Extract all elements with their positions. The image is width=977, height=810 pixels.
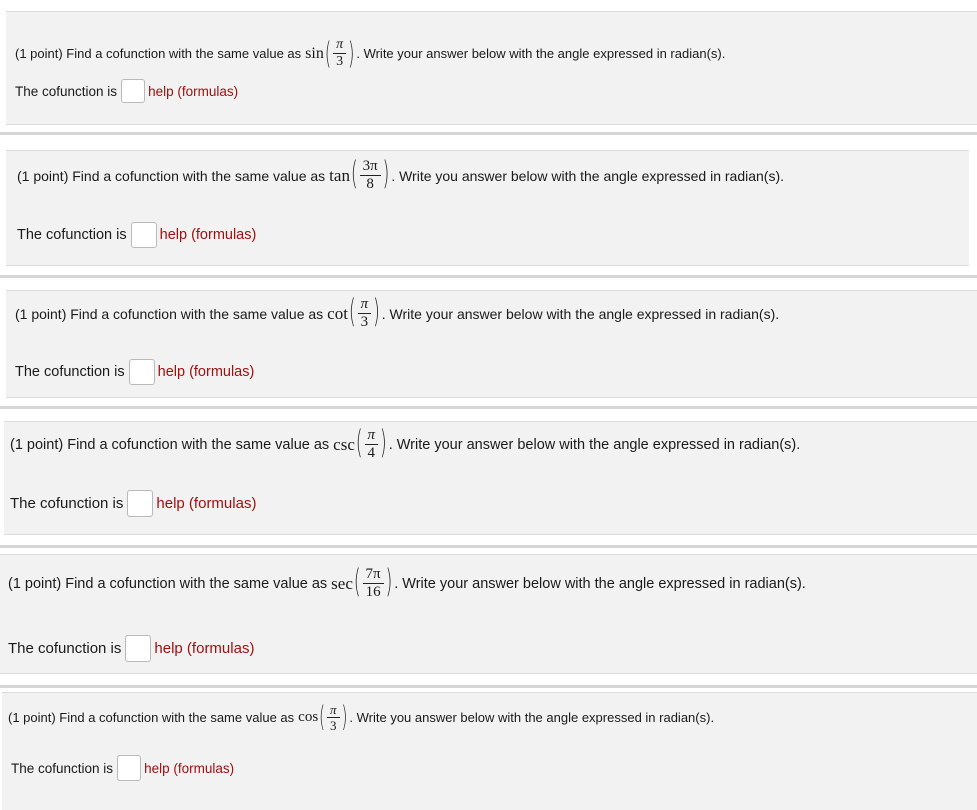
problem-5 (0, 554, 977, 674)
left-paren: ( (324, 34, 332, 71)
fraction-denominator: 8 (366, 176, 374, 192)
answer-input[interactable] (131, 222, 157, 248)
problem-divider (0, 685, 977, 688)
fraction-numerator: 3π (360, 159, 381, 176)
answer-label: The cofunction is (11, 760, 114, 776)
answer-label: The cofunction is (15, 364, 125, 380)
trig-function: cot (327, 303, 348, 323)
fraction-denominator: 3 (360, 314, 369, 330)
math-expression (327, 293, 380, 332)
question-text (15, 34, 726, 71)
left-paren: ( (353, 563, 361, 602)
question-prefix: (1 point) Find a cofunction with the same value as (17, 167, 326, 184)
left-paren: ( (348, 293, 356, 332)
problem-divider (0, 406, 977, 409)
question-suffix: . Write you answer below with the angle expressed in radian(s). (349, 710, 715, 725)
answer-row (8, 635, 254, 662)
math-expression (333, 424, 387, 463)
left-paren: ( (355, 424, 363, 463)
answer-input[interactable] (125, 635, 151, 662)
trig-function: sin (305, 44, 324, 62)
left-paren: ( (350, 155, 358, 194)
answer-row (10, 490, 256, 517)
problem-divider (0, 545, 977, 548)
fraction-denominator: 3 (330, 718, 337, 733)
question-text (8, 699, 715, 734)
help-formulas-link[interactable]: help (formulas) (154, 640, 255, 657)
question-text (8, 563, 806, 602)
fraction-numerator: 7π (363, 567, 384, 584)
problem-divider (0, 132, 977, 135)
right-paren: ) (385, 563, 393, 602)
question-suffix: . Write you answer below with the angle expressed in radian(s). (391, 167, 785, 184)
fraction (360, 159, 381, 192)
answer-row (15, 359, 254, 385)
answer-label: The cofunction is (8, 640, 122, 657)
trig-function: sec (331, 573, 353, 593)
right-paren: ) (373, 293, 380, 332)
question-prefix: (1 point) Find a cofunction with the same value as (8, 575, 328, 592)
trig-function: cos (298, 709, 319, 725)
answer-row (17, 222, 256, 248)
problem-divider (0, 275, 977, 278)
fraction (358, 297, 372, 330)
question-suffix: . Write your answer below with the angle expressed in radian(s). (394, 575, 806, 592)
question-suffix: . Write your answer below with the angle expressed in radian(s). (388, 436, 801, 453)
fraction-numerator: π (365, 428, 379, 445)
math-expression (329, 155, 390, 194)
help-formulas-link[interactable]: help (formulas) (148, 83, 239, 99)
question-suffix: . Write your answer below with the angle expressed in radian(s). (381, 305, 780, 322)
fraction-numerator: π (333, 38, 346, 54)
answer-label: The cofunction is (15, 83, 118, 99)
question-prefix: (1 point) Find a cofunction with the same value as (8, 710, 295, 725)
answer-row (15, 79, 238, 103)
math-expression (331, 563, 393, 602)
help-formulas-link[interactable]: help (formulas) (159, 227, 257, 243)
problem-6 (2, 692, 977, 810)
fraction (327, 703, 340, 732)
right-paren: ) (348, 34, 355, 71)
question-prefix: (1 point) Find a cofunction with the same value as (10, 436, 330, 453)
trig-function: csc (333, 434, 355, 454)
question-text (17, 155, 785, 194)
problem-1 (6, 11, 977, 125)
help-formulas-link[interactable]: help (formulas) (157, 364, 255, 380)
right-paren: ) (341, 699, 348, 734)
math-expression (298, 699, 348, 734)
math-expression (305, 34, 355, 71)
answer-input[interactable] (127, 490, 153, 517)
answer-label: The cofunction is (17, 227, 127, 243)
question-suffix: . Write your answer below with the angle expressed in radian(s). (356, 46, 726, 61)
right-paren: ) (380, 424, 387, 463)
fraction-denominator: 4 (367, 445, 376, 461)
answer-input[interactable] (129, 359, 155, 385)
fraction (333, 38, 346, 69)
fraction-denominator: 16 (365, 584, 381, 600)
answer-input[interactable] (121, 79, 145, 103)
right-paren: ) (382, 155, 390, 194)
question-text (15, 293, 780, 332)
answer-label: The cofunction is (10, 495, 124, 512)
problem-3 (6, 290, 977, 398)
help-formulas-link[interactable]: help (formulas) (144, 760, 235, 776)
answer-row (11, 755, 234, 781)
fraction-numerator: π (358, 297, 372, 314)
trig-function: tan (329, 165, 350, 185)
fraction-numerator: π (327, 703, 340, 718)
fraction-denominator: 3 (336, 54, 344, 69)
problem-4 (4, 421, 977, 535)
left-paren: ( (319, 699, 326, 734)
question-prefix: (1 point) Find a cofunction with the same value as (15, 46, 302, 61)
help-formulas-link[interactable]: help (formulas) (156, 495, 257, 512)
fraction (365, 428, 379, 461)
fraction (363, 567, 384, 600)
problem-2 (6, 150, 969, 266)
question-text (10, 424, 801, 463)
answer-input[interactable] (117, 755, 141, 781)
question-prefix: (1 point) Find a cofunction with the same value as (15, 305, 324, 322)
